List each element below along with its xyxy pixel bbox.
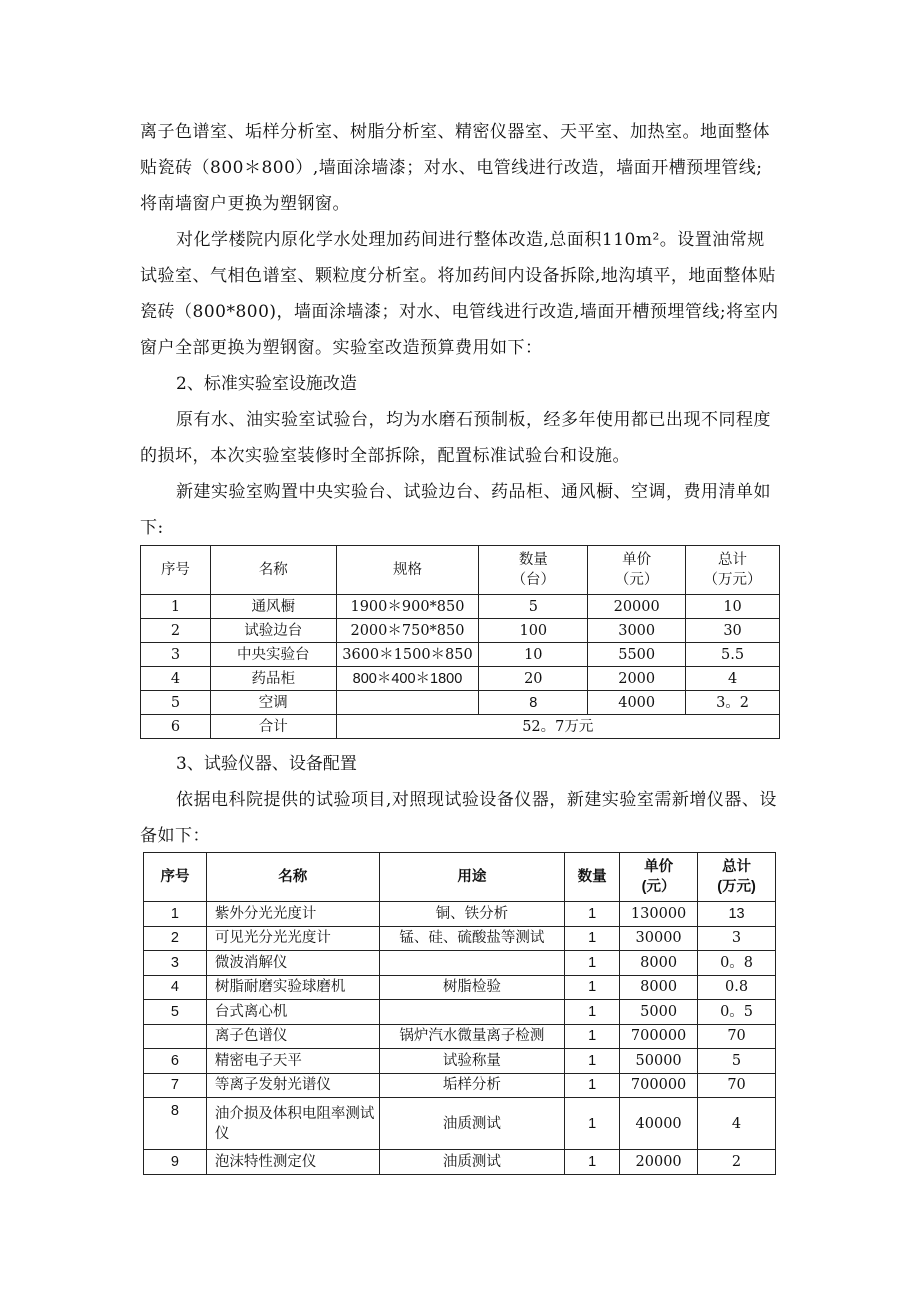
cell-use [379, 1000, 565, 1025]
cell-name: 中央实验台 [210, 643, 336, 667]
cell-spec [336, 691, 479, 715]
cell-use: 垢样分析 [379, 1073, 565, 1098]
cell-index: 9 [144, 1150, 207, 1175]
cell-price: 700000 [620, 1073, 698, 1098]
cell-spec: 3600＊1500＊850 [336, 643, 479, 667]
cell-qty: 1 [565, 1098, 620, 1150]
cell-name: 紫外分光光度计 [206, 902, 379, 927]
cell-use: 树脂检验 [379, 975, 565, 1000]
cell-index: 4 [144, 975, 207, 1000]
cell-total: 13 [698, 902, 776, 927]
table-row [144, 975, 776, 1000]
table-row [141, 619, 780, 643]
cell-spec: 800＊400＊1800 [336, 667, 479, 691]
cell-name: 微波消解仪 [206, 951, 379, 976]
cell-qty: 1 [565, 1073, 620, 1098]
paragraph-lab-rooms: 离子色谱室、垢样分析室、树脂分析室、精密仪器室、天平室、加热室。地面整体贴瓷砖（800＊800）,墙面涂墙漆；对水、电管线进行改造，墙面开槽预埋管线;将南墙窗户更换为塑钢窗。 [140, 122, 770, 214]
cell-name: 药品柜 [210, 667, 336, 691]
cell-price: 20000 [620, 1150, 698, 1175]
cell-qty: 20 [479, 667, 588, 691]
cell-index: 2 [144, 926, 207, 951]
header-cell: 数量 （台） [479, 546, 588, 595]
cell-index: 6 [141, 715, 211, 739]
table-header-row [141, 546, 780, 595]
cell-qty: 1 [565, 1024, 620, 1049]
paragraph-instrument-intro: 依据电科院提供的试验项目,对照现试验设备仪器，新建实验室需新增仪器、设备如下： [140, 790, 777, 846]
header-cell: 总计 （万元） [686, 546, 780, 595]
table-row [141, 691, 780, 715]
table-row [144, 951, 776, 976]
cell-price: 40000 [620, 1098, 698, 1150]
cell-name: 试验边台 [210, 619, 336, 643]
header-cell: 名称 [210, 546, 336, 595]
cell-total: 3。2 [686, 691, 780, 715]
cell-use [379, 951, 565, 976]
cell-name: 等离子发射光谱仪 [206, 1073, 379, 1098]
cell-use: 油质测试 [379, 1098, 565, 1150]
table-row [144, 1000, 776, 1025]
cell-index: 3 [144, 951, 207, 976]
cell-price: 2000 [588, 667, 686, 691]
cell-price: 5500 [588, 643, 686, 667]
header-cell: 单价 （元） [588, 546, 686, 595]
cell-total: 10 [686, 595, 780, 619]
cell-total: 4 [698, 1098, 776, 1150]
table-row [144, 926, 776, 951]
table-row [144, 1098, 776, 1150]
cell-price: 20000 [588, 595, 686, 619]
cell-qty: 1 [565, 1150, 620, 1175]
header-cell: 序号 [144, 853, 207, 902]
cell-name: 离子色谱仪 [206, 1024, 379, 1049]
table-row [144, 1150, 776, 1175]
cell-price: 50000 [620, 1049, 698, 1074]
cell-name: 台式离心机 [206, 1000, 379, 1025]
cell-total: 0。8 [698, 951, 776, 976]
cell-use: 铜、铁分析 [379, 902, 565, 927]
facility-cost-table [140, 545, 780, 739]
cell-qty: 1 [565, 975, 620, 1000]
cell-name: 可见光分光光度计 [206, 926, 379, 951]
cell-total: 5.5 [686, 643, 780, 667]
header-cell: 名称 [206, 853, 379, 902]
cell-price: 130000 [620, 902, 698, 927]
cell-total: 0。5 [698, 1000, 776, 1025]
section-heading-2: 2、标准实验室设施改造 [176, 374, 357, 394]
header-cell: 总计 (万元) [698, 853, 776, 902]
header-cell: 数量 [565, 853, 620, 902]
cell-total: 70 [698, 1024, 776, 1049]
cell-grand-total: 52。7万元 [336, 715, 779, 739]
cell-price: 700000 [620, 1024, 698, 1049]
cell-name: 空调 [210, 691, 336, 715]
paragraph-old-benches: 原有水、油实验室试验台，均为水磨石预制板，经多年使用都已出现不同程度的损坏，本次实验室装修时全部拆除，配置标准试验台和设施。 [140, 410, 771, 466]
cell-total: 2 [698, 1150, 776, 1175]
cell-total: 0.8 [698, 975, 776, 1000]
cell-total: 3 [698, 926, 776, 951]
cell-index: 7 [144, 1073, 207, 1098]
cell-index: 8 [144, 1098, 207, 1150]
table-header-row [144, 853, 776, 902]
cell-index: 4 [141, 667, 211, 691]
cell-qty: 5 [479, 595, 588, 619]
cell-spec: 2000＊750*850 [336, 619, 479, 643]
paragraph-purchase-list: 新建实验室购置中央实验台、试验边台、药品柜、通风橱、空调，费用清单如下: [140, 482, 771, 538]
cell-use: 锅炉汽水微量离子检测 [379, 1024, 565, 1049]
cell-qty: 1 [565, 1049, 620, 1074]
table-row [141, 667, 780, 691]
cell-qty: 8 [479, 691, 588, 715]
cell-spec: 1900＊900*850 [336, 595, 479, 619]
cell-qty: 10 [479, 643, 588, 667]
cell-index: 5 [141, 691, 211, 715]
cell-qty: 1 [565, 926, 620, 951]
cell-index: 3 [141, 643, 211, 667]
header-cell: 规格 [336, 546, 479, 595]
cell-name: 合计 [210, 715, 336, 739]
cell-price: 30000 [620, 926, 698, 951]
paragraph-dosing-room: 对化学楼院内原化学水处理加药间进行整体改造,总面积110m²。设置油常规试验室、气相色谱室、颗粒度分析室。将加药间内设备拆除,地沟填平，地面整体贴瓷砖（800*800)，墙面涂墙漆；对水、电管线进行改造,墙面开槽预埋管线;将室内窗户全部更换为塑钢窗。实验室改造预算费用如下： [140, 230, 779, 358]
cell-total: 70 [698, 1073, 776, 1098]
cell-index: 5 [144, 1000, 207, 1025]
header-cell: 序号 [141, 546, 211, 595]
cell-index: 1 [144, 902, 207, 927]
table-row [144, 1073, 776, 1098]
cell-index: 1 [141, 595, 211, 619]
cell-name: 油介损及体积电阻率测试仪 [206, 1098, 379, 1150]
cell-use: 试验称量 [379, 1049, 565, 1074]
table-row [144, 902, 776, 927]
cell-total: 4 [686, 667, 780, 691]
header-cell: 用途 [379, 853, 565, 902]
table-total-row [141, 715, 780, 739]
instrument-table [143, 852, 776, 1175]
cell-name: 树脂耐磨实验球磨机 [206, 975, 379, 1000]
cell-total: 5 [698, 1049, 776, 1074]
cell-name: 通风橱 [210, 595, 336, 619]
cell-name: 精密电子天平 [206, 1049, 379, 1074]
cell-index [144, 1024, 207, 1049]
cell-qty: 1 [565, 1000, 620, 1025]
table-row [144, 1024, 776, 1049]
cell-qty: 1 [565, 902, 620, 927]
header-cell: 单价 (元） [620, 853, 698, 902]
cell-use: 油质测试 [379, 1150, 565, 1175]
cell-total: 30 [686, 619, 780, 643]
cell-price: 8000 [620, 951, 698, 976]
cell-price: 5000 [620, 1000, 698, 1025]
table-row [144, 1049, 776, 1074]
cell-qty: 100 [479, 619, 588, 643]
cell-price: 3000 [588, 619, 686, 643]
table-row [141, 595, 780, 619]
cell-qty: 1 [565, 951, 620, 976]
section-heading-3: 3、试验仪器、设备配置 [176, 754, 357, 774]
cell-use: 锰、硅、硫酸盐等测试 [379, 926, 565, 951]
cell-price: 4000 [588, 691, 686, 715]
cell-price: 8000 [620, 975, 698, 1000]
cell-index: 2 [141, 619, 211, 643]
cell-index: 6 [144, 1049, 207, 1074]
cell-name: 泡沫特性测定仪 [206, 1150, 379, 1175]
table-row [141, 643, 780, 667]
